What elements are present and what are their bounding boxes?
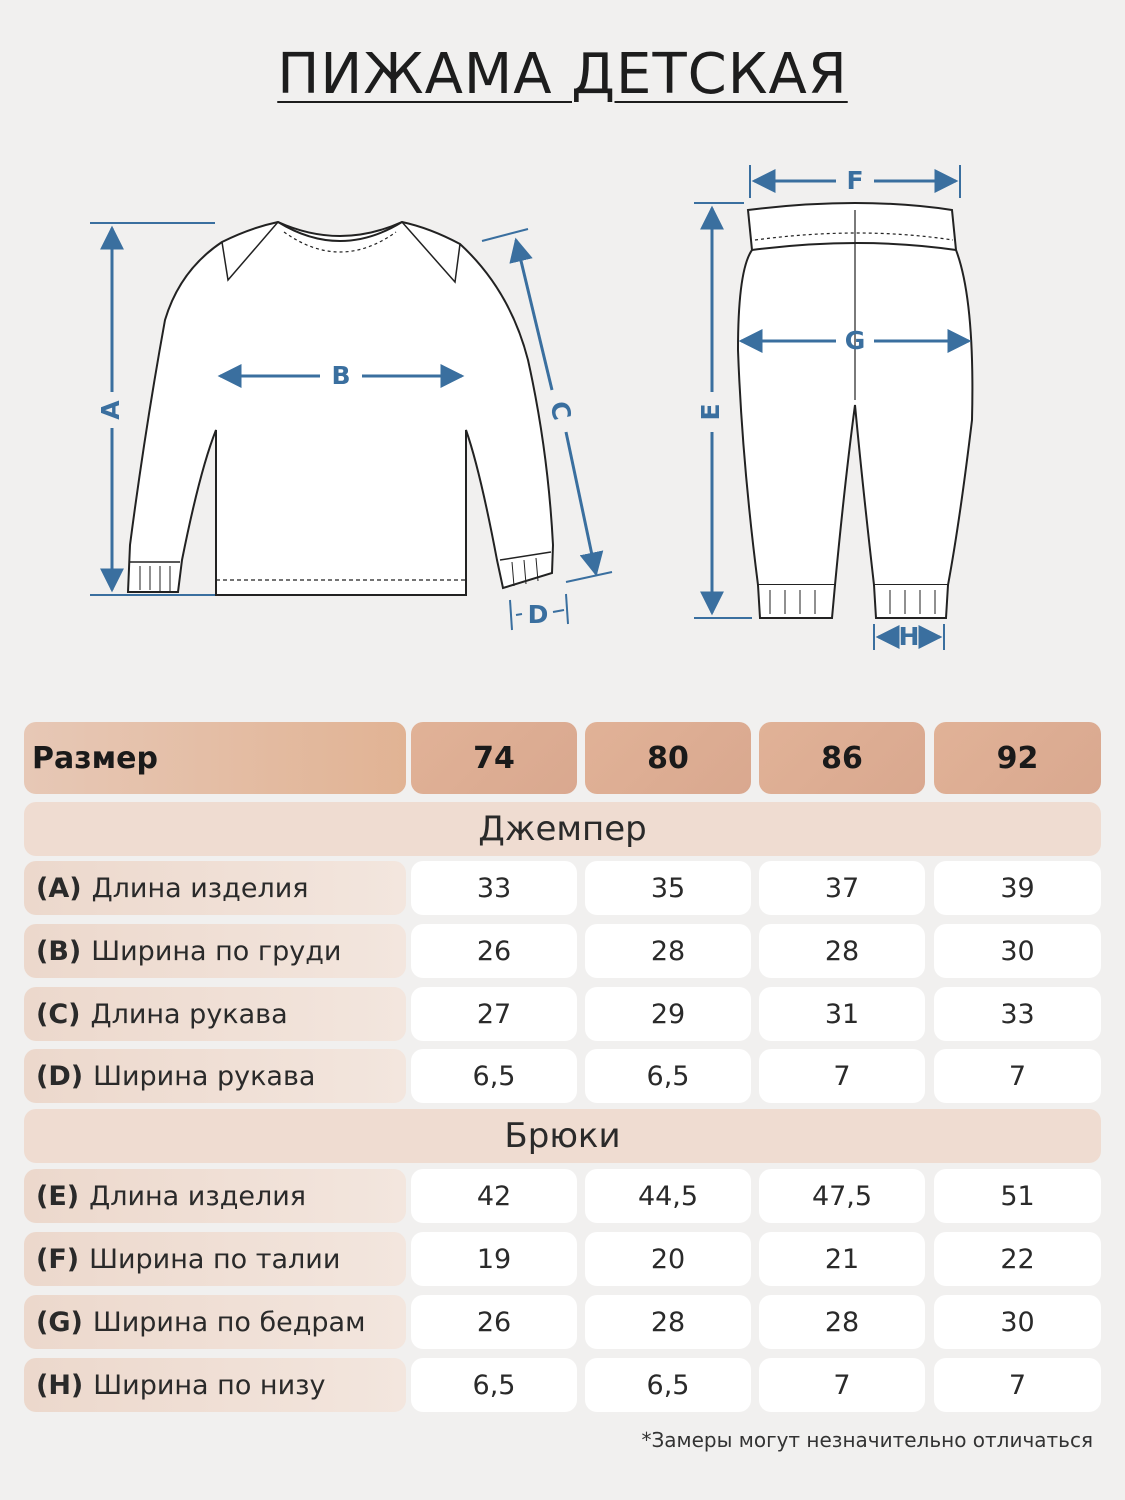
table-cell: 6,5 xyxy=(411,1049,577,1103)
dimension-label-f: F xyxy=(846,166,864,195)
section-jumper xyxy=(24,802,1101,856)
table-cell: 6,5 xyxy=(585,1358,751,1412)
size-80-header: 80 xyxy=(585,722,751,794)
table-cell: 21 xyxy=(759,1232,925,1286)
footnote: *Замеры могут незначительно отличаться xyxy=(641,1428,1093,1452)
dimension-label-c: C xyxy=(544,398,577,423)
row-label: (E) Длина изделия xyxy=(24,1169,406,1223)
size-86-header: 86 xyxy=(759,722,925,794)
row-label: (F) Ширина по талии xyxy=(24,1232,406,1286)
table-cell: 19 xyxy=(411,1232,577,1286)
table-header-row xyxy=(24,722,1101,776)
table-cell: 37 xyxy=(759,861,925,915)
jumper-drawing xyxy=(128,222,553,595)
table-cell: 33 xyxy=(934,987,1101,1041)
table-cell: 22 xyxy=(934,1232,1101,1286)
row-label: (H) Ширина по низу xyxy=(24,1358,406,1412)
table-cell: 33 xyxy=(411,861,577,915)
dimension-label-d: D xyxy=(527,600,549,629)
section-title: Брюки xyxy=(24,1109,1101,1163)
table-cell: 47,5 xyxy=(759,1169,925,1223)
garment-diagram xyxy=(0,150,1125,670)
table-cell: 28 xyxy=(759,924,925,978)
table-cell: 29 xyxy=(585,987,751,1041)
size-74-header: 74 xyxy=(411,722,577,794)
table-row xyxy=(24,1358,1101,1412)
table-cell: 26 xyxy=(411,1295,577,1349)
dimension-label-b: B xyxy=(331,361,351,390)
table-row xyxy=(24,1169,1101,1223)
table-cell: 28 xyxy=(585,1295,751,1349)
table-cell: 28 xyxy=(585,924,751,978)
table-cell: 7 xyxy=(759,1358,925,1412)
table-cell: 26 xyxy=(411,924,577,978)
table-cell: 7 xyxy=(934,1049,1101,1103)
table-cell: 30 xyxy=(934,1295,1101,1349)
table-cell: 7 xyxy=(759,1049,925,1103)
row-label: (D) Ширина рукава xyxy=(24,1049,406,1103)
dimension-label-e: E xyxy=(696,403,725,421)
table-cell: 30 xyxy=(934,924,1101,978)
row-label: (G) Ширина по бедрам xyxy=(24,1295,406,1349)
table-cell: 39 xyxy=(934,861,1101,915)
table-cell: 27 xyxy=(411,987,577,1041)
table-row xyxy=(24,1049,1101,1103)
section-pants xyxy=(24,1109,1101,1163)
table-cell: 7 xyxy=(934,1358,1101,1412)
row-label: (A) Длина изделия xyxy=(24,861,406,915)
table-cell: 35 xyxy=(585,861,751,915)
table-row xyxy=(24,1232,1101,1286)
pants-drawing xyxy=(738,203,972,618)
table-row xyxy=(24,861,1101,915)
dimension-label-g: G xyxy=(844,326,866,355)
size-92-header: 92 xyxy=(934,722,1101,794)
table-cell: 6,5 xyxy=(411,1358,577,1412)
page-title: ПИЖАМА ДЕТСКАЯ xyxy=(277,42,848,107)
dimension-label-h: H xyxy=(898,622,920,651)
row-label: (C) Длина рукава xyxy=(24,987,406,1041)
table-cell: 6,5 xyxy=(585,1049,751,1103)
size-header-label: Размер xyxy=(24,722,406,794)
table-cell: 44,5 xyxy=(585,1169,751,1223)
section-title: Джемпер xyxy=(24,802,1101,856)
table-cell: 31 xyxy=(759,987,925,1041)
table-cell: 51 xyxy=(934,1169,1101,1223)
dimension-label-a: A xyxy=(96,400,125,420)
table-row xyxy=(24,1295,1101,1349)
table-row xyxy=(24,924,1101,978)
table-row xyxy=(24,987,1101,1041)
table-cell: 28 xyxy=(759,1295,925,1349)
row-label: (B) Ширина по груди xyxy=(24,924,406,978)
table-cell: 42 xyxy=(411,1169,577,1223)
table-cell: 20 xyxy=(585,1232,751,1286)
